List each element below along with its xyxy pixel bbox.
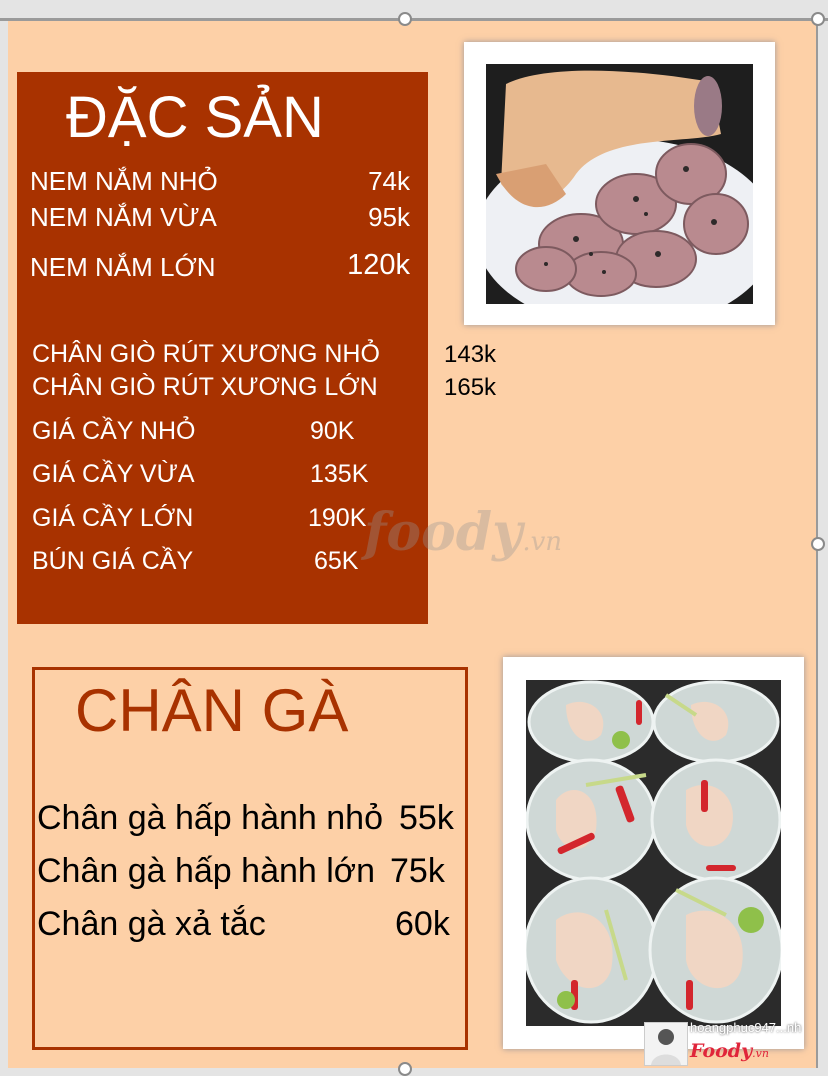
item-price: 55k <box>399 799 454 837</box>
watermark-brand: foody <box>364 502 523 563</box>
item-price: 95k <box>368 202 410 232</box>
item-name: CHÂN GIÒ RÚT XƯƠNG LỚN <box>32 373 378 401</box>
menu-item <box>32 460 369 489</box>
item-name: NEM NẮM NHỎ <box>30 166 218 196</box>
item-name: NEM NẮM VỪA <box>30 202 217 232</box>
menu-item <box>37 799 454 838</box>
resize-handle-top[interactable] <box>398 12 412 26</box>
item-price: 190K <box>308 504 367 532</box>
resize-handle-top-right[interactable] <box>811 12 825 26</box>
item-price: 165k <box>444 374 497 401</box>
chicken-feet-image <box>526 680 781 1026</box>
menu-item <box>30 166 410 197</box>
logo-suffix: .vn <box>752 1047 769 1060</box>
item-price: 135K <box>310 460 369 488</box>
menu-item <box>30 202 410 233</box>
user-icon <box>645 1023 687 1065</box>
menu-item <box>37 905 450 944</box>
item-name: Chân gà xả tắc <box>37 905 266 943</box>
avatar[interactable] <box>644 1022 688 1066</box>
item-price: 120k <box>347 249 410 281</box>
resize-handle-bottom[interactable] <box>398 1062 412 1076</box>
item-name: Chân gà hấp hành nhỏ <box>37 799 383 837</box>
menu-item <box>37 852 445 891</box>
menu-item <box>32 417 355 446</box>
item-name: GIÁ CẦY LỚN <box>32 504 194 532</box>
item-price: 90K <box>310 417 355 445</box>
foody-logo <box>690 1040 769 1062</box>
uploader-badge[interactable] <box>644 1020 820 1068</box>
item-price: 74k <box>368 166 410 196</box>
item-price: 75k <box>390 852 445 890</box>
item-name: GIÁ CẦY VỪA <box>32 460 195 488</box>
item-name: Chân gà hấp hành lớn <box>37 852 376 890</box>
menu-item <box>32 373 378 402</box>
item-name: CHÂN GIÒ RÚT XƯƠNG NHỎ <box>32 340 380 368</box>
item-name: NEM NẮM LỚN <box>30 252 216 282</box>
item-name: BÚN GIÁ CẦY <box>32 547 194 575</box>
item-price: 60k <box>395 905 450 943</box>
menu-item <box>32 340 380 369</box>
item-price: 65K <box>314 547 359 575</box>
chicken-feet-photo <box>503 657 804 1049</box>
pork-leg-image <box>486 64 753 304</box>
chicken-feet-title: CHÂN GÀ <box>75 677 349 744</box>
logo-text: Foody <box>690 1040 753 1062</box>
item-price: 143k <box>444 341 497 368</box>
foody-watermark <box>364 502 562 563</box>
uploader-name[interactable]: hoangphuc947...nh <box>690 1020 802 1035</box>
menu-item <box>32 547 359 576</box>
pork-leg-photo <box>464 42 775 325</box>
resize-handle-right[interactable] <box>811 537 825 551</box>
menu-item <box>30 249 410 283</box>
specialty-title: ĐẶC SẢN <box>66 85 324 150</box>
watermark-suffix: .vn <box>522 527 563 557</box>
item-name: GIÁ CẦY NHỎ <box>32 417 196 445</box>
menu-item <box>32 504 367 533</box>
frame-top-border <box>0 18 828 21</box>
